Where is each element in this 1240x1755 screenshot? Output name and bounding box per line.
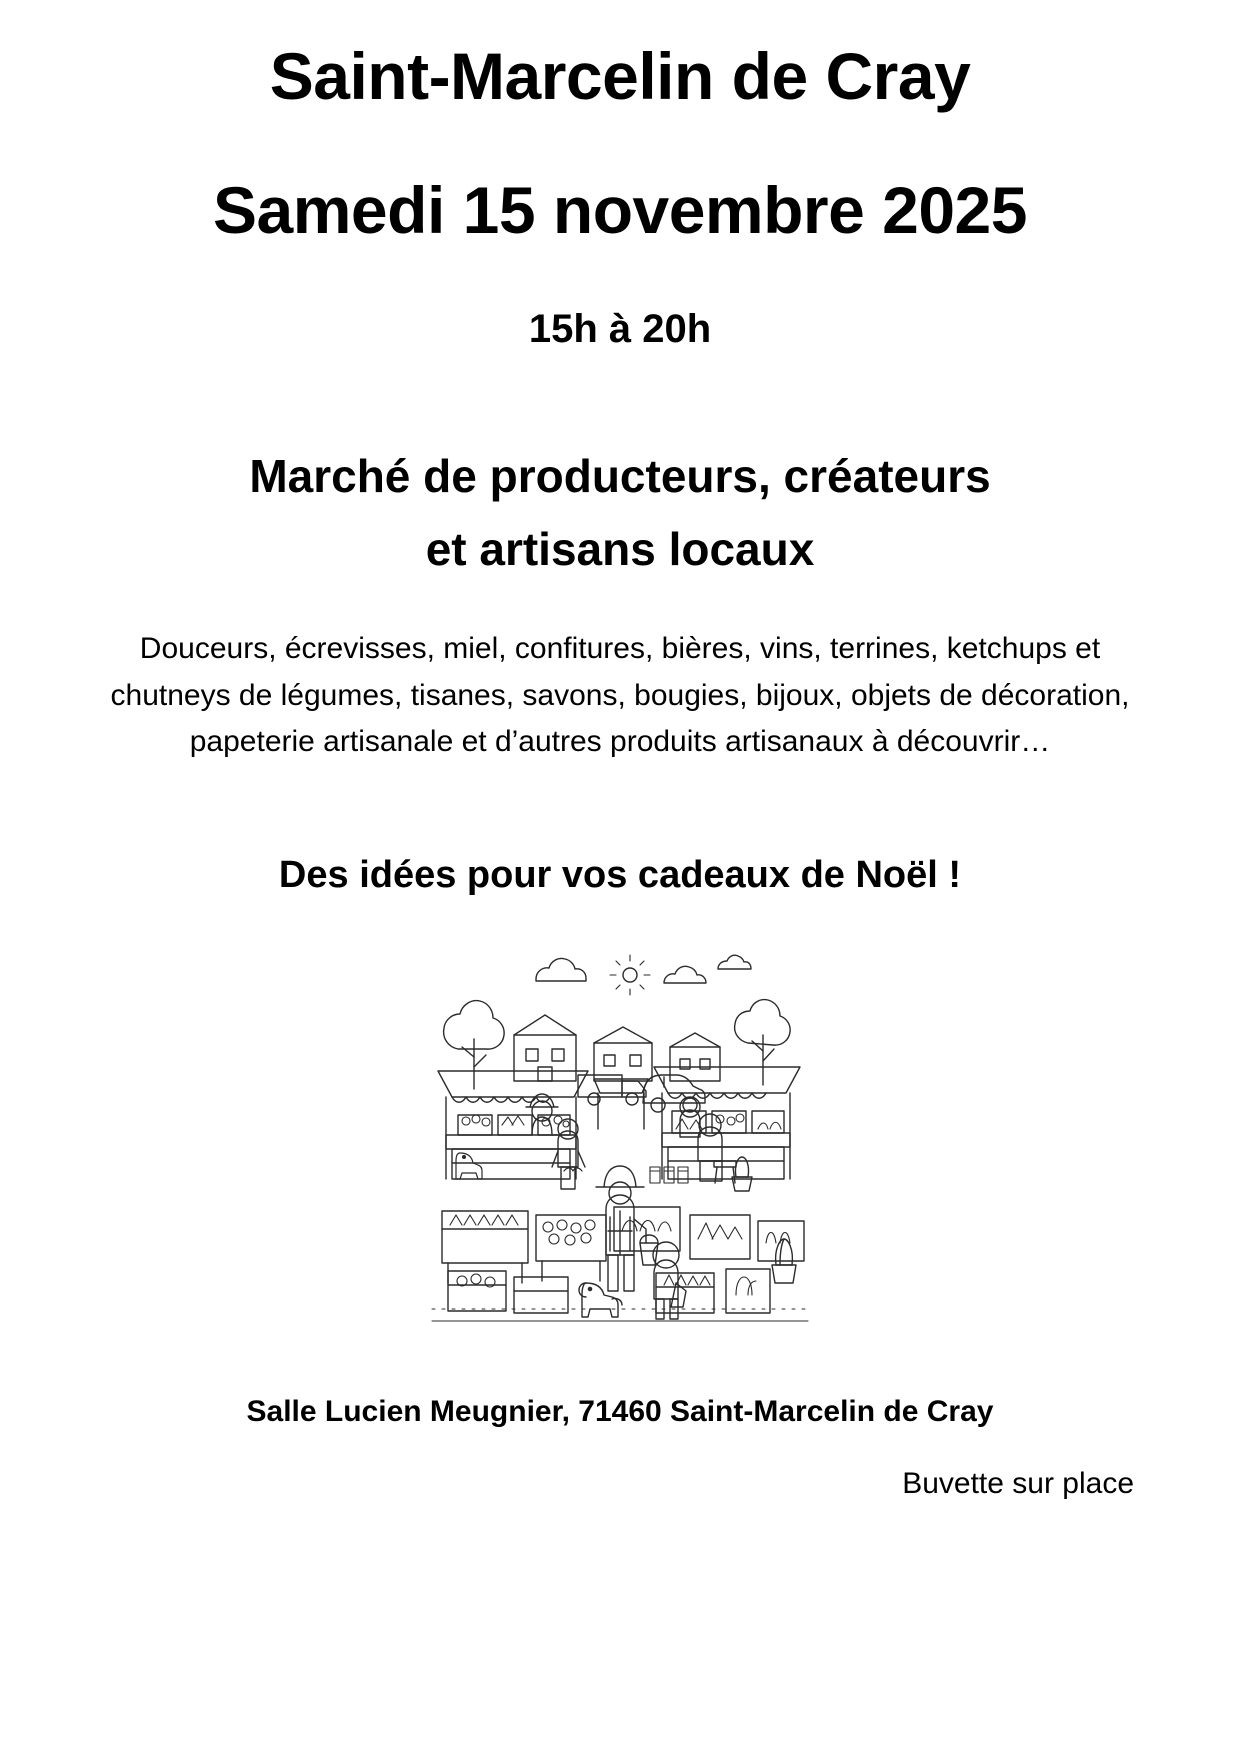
page-title-line-1: Saint-Marcelin de Cray xyxy=(269,39,971,113)
event-time: 15h à 20h xyxy=(528,306,712,351)
illustration-container xyxy=(96,939,1144,1343)
venue-address: Salle Lucien Meugnier, 71460 Saint-Marcelin de Cray xyxy=(246,1394,994,1428)
market-illustration-icon xyxy=(418,939,822,1343)
gift-idea-line: Des idées pour vos cadeaux de Noël ! xyxy=(278,853,962,896)
page-title-line-2: Samedi 15 novembre 2025 xyxy=(213,173,1027,248)
event-subtitle-line-2: et artisans locaux xyxy=(425,522,815,575)
event-subtitle-line-1: Marché de producteurs, créateurs xyxy=(249,449,991,502)
event-description: Douceurs, écrevisses, miel, confitures, bières, vins, terrines, ketchups et chutneys de légumes, tisanes, savons, bougies, bijoux, objets de décoration, papeterie artisanale et d’autres produits artisanaux à découvrir… xyxy=(110,632,1130,759)
buvette-note: Buvette sur place xyxy=(902,1466,1134,1500)
